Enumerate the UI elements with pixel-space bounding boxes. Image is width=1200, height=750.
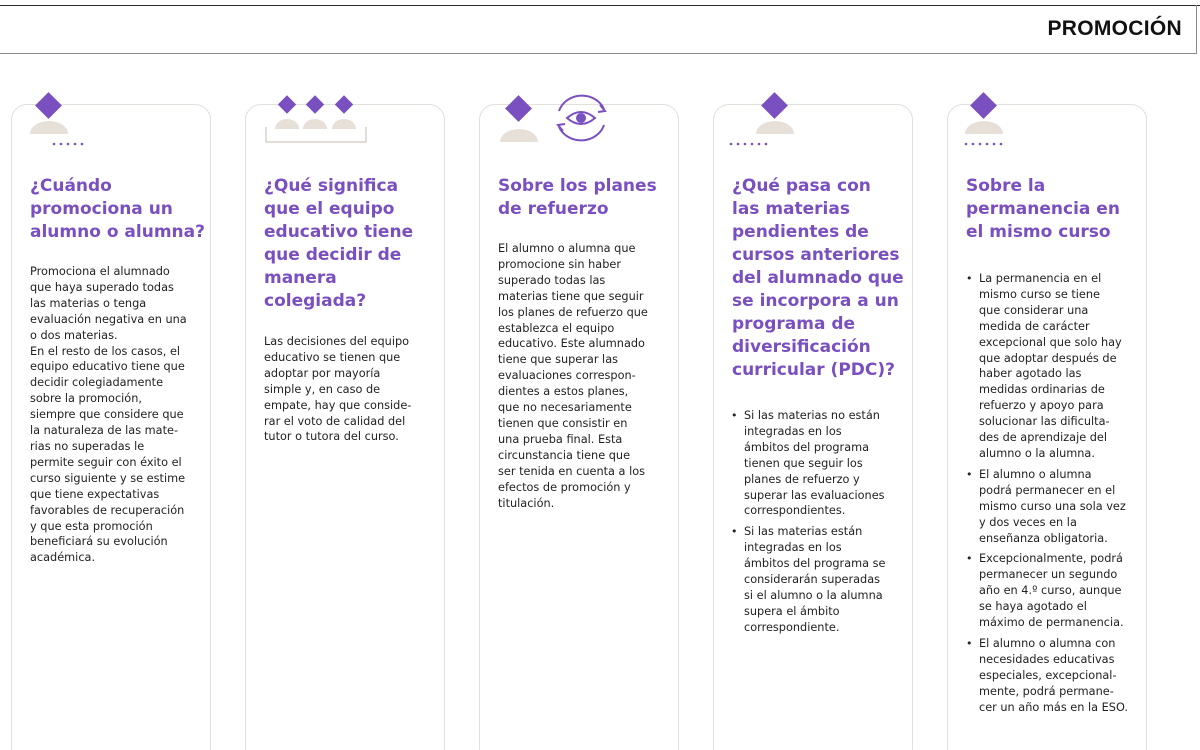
card-title: ¿Cuándo promociona un alumno o alumna? [30,176,205,242]
list-item: • Si las materias no están integradas en los ámbitos del programa tienen que seguir los planes de refuerzo y superar las evaluaciones correspondientes. [731,408,911,519]
header-bar [0,5,1197,54]
person-diamond-icon [26,92,86,150]
card-title: ¿Qué significa que el equipo educativo tiene que decidir de manera colegiada? [264,176,414,311]
card-body: El alumno o alumna que promocione sin haber superado todas las materias tiene que seguir los planes de refuerzo que establezca el equipo educativo. Este alumnado tiene que superar las evaluaciones correspon- dientes a estos planes, que no necesariamente tienen que consistir en una prueba final. Esta circunstancia tiene que ser tenida en cuenta a los efectos de promoción y titulación. [498,242,648,510]
list-item: • El alumno o alumna con necesidades educativas especiales, excepcional- mente, podrá permane- cer un año más en la ESO. [966,636,1146,716]
team-icon [262,92,372,150]
list-item: • Si las materias están integradas en los ámbitos del programa se considerarán superadas si el alumno o la alumna supera el ámbito correspondiente. [731,524,911,635]
person-diamond-icon [728,92,803,150]
review-eye-icon [495,92,620,150]
page-title: PROMOCIÓN [1047,17,1182,40]
card-body: Promociona el alumnado que haya superado todas las materias o tenga evaluación negativa en una o dos materias. En el resto de los casos, el equipo educativo tiene que decidir colegiadamente sobre la promoción, siempre que considere que la naturaleza de las mate- rias no superadas le permite seguir con éxito el curso siguiente y se estime que tiene expectativas favorables de recuperación y que esta promoción beneficiará su evolución académica. [30,265,187,565]
card-title: Sobre los planes de refuerzo [498,176,657,219]
list-item: • La permanencia en el mismo curso se tiene que considerar una medida de carácter excepcional que solo hay que adoptar después de haber agotado las medidas ordinarias de refuerzo y apoyo para solucionar las dificulta- des de aprendizaje del alumno o la alumna. [966,271,1146,462]
person-diamond-icon [962,92,1022,150]
list-item: • Excepcionalmente, podrá permanecer un segundo año en 4.º curso, aunque se haya agotado el máximo de permanencia. [966,551,1146,631]
card-body: Las decisiones del equipo educativo se tienen que adoptar por mayoría simple y, en caso de empate, hay que conside- rar el voto de calidad del tutor o tutora del curso. [264,335,412,444]
card-title: Sobre la permanencia en el mismo curso [966,176,1120,242]
card-title: ¿Qué pasa con las materias pendientes de cursos anteriores del alumnado que se incorpora a un programa de diversificación curricular (PDC)? [732,176,904,380]
list-item: • El alumno o alumna podrá permanecer en el mismo curso una sola vez y dos veces en la enseñanza obligatoria. [966,467,1146,547]
bullet-list [731,408,911,641]
bullet-list [966,271,1146,720]
